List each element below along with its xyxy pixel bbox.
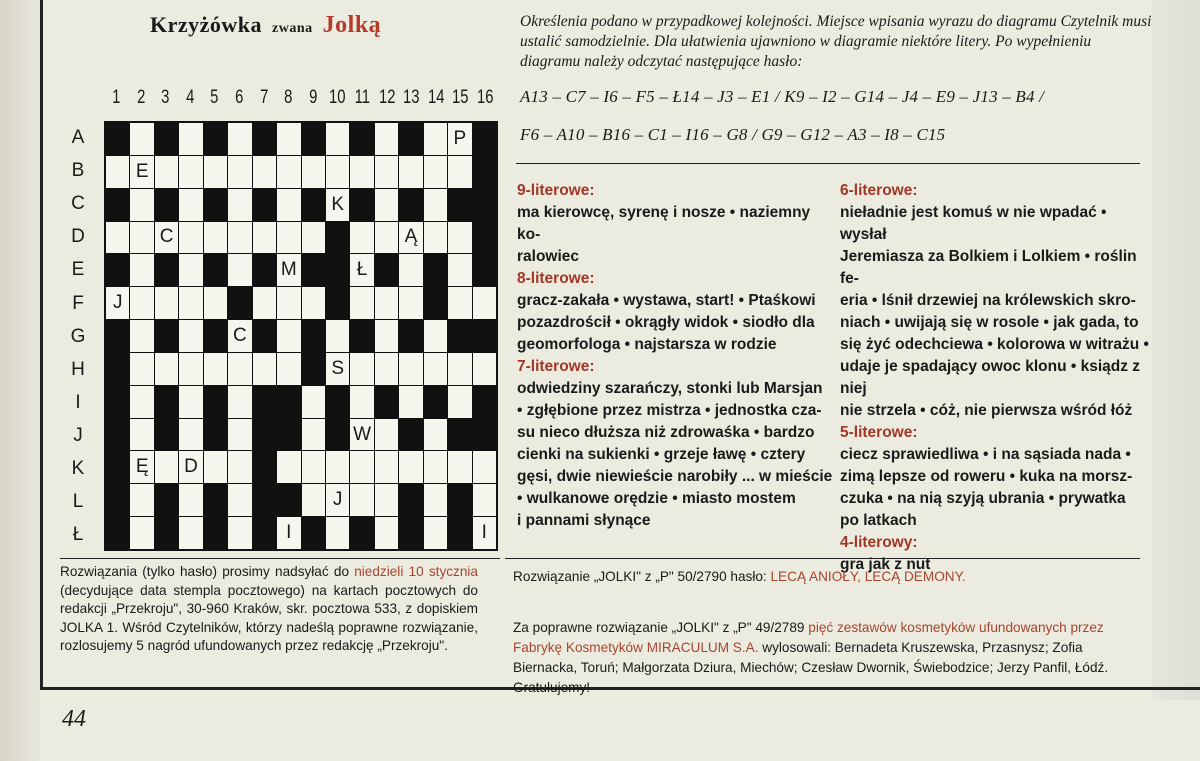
clue-line: się żyć odechciewa • kolorowa w witrażu • [840, 336, 1149, 353]
clue-length-heading: 9-literowe: [517, 182, 595, 199]
clue-line: niach • uwijają się w rosole • jak gada, to [840, 314, 1139, 331]
empty-cell [350, 156, 373, 188]
empty-cell [424, 123, 447, 155]
black-cell [253, 254, 276, 286]
given-letter-cell: S [326, 353, 349, 385]
black-cell [204, 320, 227, 352]
black-cell [106, 517, 129, 549]
submission-text-post: (decydujące data stempla pocztowego) na kartach pocztowych do redakcji „Przekroju", 30-960 Kraków, skr. pocztowa 533, z dopiskiem JOLKA 1. Wśród Czytelników, którzy nadeślą poprawne rozwiązanie, rozlosujemy 5 nagród ufundowanych przez redakcję „Przekroju". [60, 582, 478, 653]
given-letter-cell: I [277, 517, 300, 549]
empty-cell [204, 156, 227, 188]
crossword-grid [104, 121, 498, 551]
empty-cell [179, 123, 202, 155]
clue-length-heading: 5-literowe: [840, 424, 918, 441]
black-cell [424, 287, 447, 319]
solution-label: Rozwiązanie „JOLKI" z „P" 50/2790 hasło: [513, 569, 771, 584]
clue-line: • zgłębione przez mistrza • jednostka cza- [517, 402, 822, 419]
clues-left-column [517, 180, 837, 532]
empty-cell [204, 287, 227, 319]
black-cell [302, 517, 325, 549]
column-number: 2 [136, 87, 146, 108]
black-cell [448, 189, 471, 221]
empty-cell [253, 287, 276, 319]
black-cell [106, 353, 129, 385]
clue-length-heading: 6-literowe: [840, 182, 918, 199]
empty-cell [473, 353, 496, 385]
black-cell [473, 222, 496, 254]
empty-cell [228, 123, 251, 155]
empty-cell [302, 484, 325, 516]
empty-cell [473, 451, 496, 483]
clue-length-heading: 7-literowe: [517, 358, 595, 375]
black-cell [277, 386, 300, 418]
clue-line: pozazdrościł • okrągły widok • siodło dla [517, 314, 815, 331]
black-cell [473, 419, 496, 451]
clue-length-heading: 8-literowe: [517, 270, 595, 287]
black-cell [326, 222, 349, 254]
empty-cell [253, 156, 276, 188]
black-cell [399, 419, 422, 451]
empty-cell [326, 156, 349, 188]
black-cell [204, 254, 227, 286]
given-letter-cell: C [228, 320, 251, 352]
empty-cell [130, 287, 153, 319]
empty-cell [228, 517, 251, 549]
empty-cell [473, 287, 496, 319]
column-number: 11 [354, 87, 370, 108]
empty-cell [375, 189, 398, 221]
empty-cell [228, 451, 251, 483]
empty-cell [448, 353, 471, 385]
empty-cell [179, 517, 202, 549]
given-letter-cell: P [448, 123, 471, 155]
column-number: 6 [235, 87, 244, 108]
black-cell [302, 189, 325, 221]
row-letter: H [71, 358, 85, 380]
empty-cell [399, 287, 422, 319]
empty-cell [228, 222, 251, 254]
black-cell [106, 254, 129, 286]
black-cell [326, 287, 349, 319]
empty-cell [179, 254, 202, 286]
empty-cell [228, 189, 251, 221]
column-number: 5 [210, 87, 219, 108]
black-cell [106, 189, 129, 221]
empty-cell [424, 320, 447, 352]
black-cell [448, 484, 471, 516]
page-number: 44 [62, 706, 86, 732]
empty-cell [350, 484, 373, 516]
black-cell [106, 320, 129, 352]
empty-cell [448, 386, 471, 418]
empty-cell [399, 451, 422, 483]
empty-cell [302, 451, 325, 483]
black-cell [326, 386, 349, 418]
divider-left-bottom [60, 558, 500, 559]
row-letter: L [72, 491, 84, 513]
row-letter: C [71, 193, 85, 215]
empty-cell [228, 254, 251, 286]
black-cell [204, 386, 227, 418]
black-cell [350, 320, 373, 352]
given-letter-cell: Ł [350, 254, 373, 286]
empty-cell [448, 156, 471, 188]
empty-cell [155, 451, 178, 483]
given-letter-cell: Ą [399, 222, 422, 254]
empty-cell [326, 451, 349, 483]
empty-cell [424, 419, 447, 451]
row-letter: I [75, 391, 81, 413]
black-cell [473, 189, 496, 221]
given-letter-cell: M [277, 254, 300, 286]
empty-cell [179, 189, 202, 221]
empty-cell [155, 353, 178, 385]
answer-key-line-1: A13 – C7 – I6 – F5 – Ł14 – J3 – E1 / K9 – I2 – G14 – J4 – E9 – J13 – B4 / [520, 87, 1045, 106]
column-number: 12 [378, 87, 396, 108]
empty-cell [302, 156, 325, 188]
clue-line: nie strzela • cóż, nie pierwsza wśród łóż [840, 402, 1133, 419]
row-letter: Ł [72, 524, 84, 546]
clue-line: gęsi, dwie niewieście narobiły ... w mieście [517, 468, 833, 485]
black-cell [253, 451, 276, 483]
empty-cell [350, 353, 373, 385]
empty-cell [155, 156, 178, 188]
black-cell [253, 189, 276, 221]
clue-line: i pannami słynące [517, 512, 651, 529]
black-cell [204, 189, 227, 221]
black-cell [253, 517, 276, 549]
black-cell [106, 419, 129, 451]
empty-cell [130, 222, 153, 254]
empty-cell [375, 353, 398, 385]
title-part-3: Jolką [322, 12, 382, 38]
clue-line: czuka • na nią szyją ubrania • prywatka [840, 490, 1126, 507]
given-letter-cell: J [326, 484, 349, 516]
black-cell [399, 320, 422, 352]
empty-cell [424, 156, 447, 188]
clue-line: ciecz sprawiedliwa • i na sąsiada nada • [840, 446, 1131, 463]
black-cell [302, 254, 325, 286]
black-cell [228, 287, 251, 319]
submission-text-pre: Rozwiązania (tylko hasło) prosimy nadsyłać do [60, 564, 355, 579]
black-cell [350, 189, 373, 221]
empty-cell [424, 353, 447, 385]
empty-cell [375, 222, 398, 254]
black-cell [302, 123, 325, 155]
row-letter: B [71, 160, 85, 182]
black-cell [424, 386, 447, 418]
clue-line: ralowiec [517, 248, 580, 265]
empty-cell [106, 222, 129, 254]
black-cell [350, 123, 373, 155]
empty-cell [399, 386, 422, 418]
column-number: 7 [259, 87, 269, 108]
clue-line: geomorfologa • najstarsza w rodzie [517, 336, 777, 353]
empty-cell [179, 353, 202, 385]
black-cell [375, 386, 398, 418]
black-cell [253, 386, 276, 418]
black-cell [155, 419, 178, 451]
empty-cell [155, 287, 178, 319]
given-letter-cell: J [106, 287, 129, 319]
black-cell [253, 123, 276, 155]
empty-cell [350, 222, 373, 254]
empty-cell [448, 451, 471, 483]
empty-cell [179, 287, 202, 319]
row-letter: E [71, 259, 85, 281]
row-letter: D [71, 226, 85, 248]
clue-line: • wulkanowe orędzie • miasto mostem [517, 490, 796, 507]
black-cell [326, 419, 349, 451]
clue-line: ma kierowcę, syrenę i nosze • naziemny ko- [517, 204, 811, 243]
black-cell [106, 484, 129, 516]
solution-answer: LECĄ ANIOŁY, LECĄ DEMONY. [770, 569, 966, 584]
empty-cell [302, 287, 325, 319]
empty-cell [106, 156, 129, 188]
empty-cell [375, 287, 398, 319]
empty-cell [375, 320, 398, 352]
empty-cell [399, 156, 422, 188]
clue-line: Jeremiasza za Bolkiem i Lolkiem • roślin fe- [840, 248, 1137, 287]
black-cell [473, 156, 496, 188]
empty-cell [277, 189, 300, 221]
empty-cell [375, 123, 398, 155]
empty-cell [326, 123, 349, 155]
black-cell [399, 484, 422, 516]
empty-cell [473, 484, 496, 516]
empty-cell [424, 484, 447, 516]
given-letter-cell: I [473, 517, 496, 549]
black-cell [277, 484, 300, 516]
empty-cell [228, 156, 251, 188]
row-letter: F [72, 292, 84, 314]
empty-cell [448, 222, 471, 254]
deadline-text: niedzieli 10 stycznia [354, 564, 478, 579]
black-cell [448, 517, 471, 549]
black-cell [155, 320, 178, 352]
black-cell [448, 419, 471, 451]
clue-line: zimą lepsze od roweru • kuka na morsz- [840, 468, 1133, 485]
clue-line: nieładnie jest komuś w nie wpadać • wysłał [840, 204, 1107, 243]
empty-cell [448, 287, 471, 319]
submission-info [60, 563, 478, 656]
clue-line: eria • lśnił drzewiej na królewskich skro- [840, 292, 1136, 309]
black-cell [473, 320, 496, 352]
clue-length-heading: 4-literowy: [840, 534, 918, 551]
title-part-1: Krzyżówka [150, 12, 263, 37]
black-cell [375, 254, 398, 286]
row-letter: J [73, 424, 83, 446]
empty-cell [277, 222, 300, 254]
given-letter-cell: Ę [130, 451, 153, 483]
empty-cell [204, 222, 227, 254]
empty-cell [130, 517, 153, 549]
black-cell [473, 123, 496, 155]
black-cell [106, 386, 129, 418]
black-cell [155, 189, 178, 221]
black-cell [155, 517, 178, 549]
empty-cell [277, 451, 300, 483]
answer-key-line-2: F6 – A10 – B16 – C1 – I16 – G8 / G9 – G12 – A3 – I8 – C15 [520, 125, 946, 144]
crossword-title [150, 12, 381, 39]
empty-cell [130, 484, 153, 516]
empty-cell [350, 386, 373, 418]
black-cell [399, 189, 422, 221]
prize-text: pięć zestawów kosmetyków ufundowanych przez Fabrykę Kosmetyków MIRACULUM S.A. [513, 620, 1104, 655]
black-cell [473, 254, 496, 286]
column-number: 15 [452, 87, 469, 108]
empty-cell [179, 419, 202, 451]
column-number: 1 [112, 87, 121, 108]
winners-announcement [513, 618, 1143, 698]
empty-cell [375, 451, 398, 483]
empty-cell [204, 451, 227, 483]
empty-cell [399, 353, 422, 385]
empty-cell [179, 320, 202, 352]
empty-cell [302, 419, 325, 451]
empty-cell [130, 254, 153, 286]
column-number: 3 [161, 87, 170, 108]
clues-right-column [840, 180, 1150, 576]
black-cell [106, 123, 129, 155]
clue-line: su nieco dłuższa niż zdrowaśka • bardzo [517, 424, 815, 441]
given-letter-cell: C [155, 222, 178, 254]
given-letter-cell: E [130, 156, 153, 188]
empty-cell [277, 156, 300, 188]
given-letter-cell: K [326, 189, 349, 221]
empty-cell [350, 287, 373, 319]
column-number: 16 [477, 87, 494, 108]
winners-text-post: wylosowali: Bernadeta Kruszewska, Przasnysz; Zofia Biernacka, Toruń; Małgorzata Dziura, Miechów; Czesław Dwornik, Świebodzice; Jerzy Panfil, Łódź. Gratulujemy! [513, 640, 1109, 695]
black-cell [204, 123, 227, 155]
empty-cell [375, 484, 398, 516]
divider-top [516, 163, 1140, 164]
empty-cell [302, 222, 325, 254]
empty-cell [204, 353, 227, 385]
clue-line: cienki na sukienki • grzeje ławę • cztery [517, 446, 806, 463]
black-cell [253, 419, 276, 451]
empty-cell [130, 353, 153, 385]
row-letter: A [71, 127, 85, 148]
black-cell [253, 484, 276, 516]
empty-cell [253, 222, 276, 254]
title-part-2: zwana [272, 21, 313, 36]
empty-cell [326, 320, 349, 352]
black-cell [155, 386, 178, 418]
previous-solution [513, 567, 1143, 587]
empty-cell [277, 123, 300, 155]
black-cell [326, 254, 349, 286]
column-number: 4 [185, 87, 195, 108]
black-cell [253, 320, 276, 352]
winners-text-pre: Za poprawne rozwiązanie „JOLKI" z „P" 49/2789 [513, 620, 809, 635]
black-cell [204, 484, 227, 516]
row-letter: G [70, 325, 86, 347]
black-cell [302, 320, 325, 352]
black-cell [424, 254, 447, 286]
empty-cell [326, 517, 349, 549]
given-letter-cell: W [350, 419, 373, 451]
black-cell [155, 254, 178, 286]
column-number: 9 [308, 87, 318, 108]
empty-cell [448, 254, 471, 286]
clue-line: odwiedziny szarańczy, stonki lub Marsjan [517, 380, 823, 397]
empty-cell [399, 254, 422, 286]
column-number: 14 [427, 87, 445, 108]
black-cell [350, 517, 373, 549]
black-cell [204, 419, 227, 451]
empty-cell [228, 419, 251, 451]
empty-cell [424, 517, 447, 549]
black-cell [277, 419, 300, 451]
empty-cell [130, 419, 153, 451]
empty-cell [375, 419, 398, 451]
black-cell [302, 353, 325, 385]
column-number: 8 [284, 87, 293, 108]
empty-cell [228, 353, 251, 385]
black-cell [448, 320, 471, 352]
black-cell [399, 123, 422, 155]
empty-cell [179, 484, 202, 516]
empty-cell [424, 189, 447, 221]
empty-cell [130, 189, 153, 221]
empty-cell [375, 156, 398, 188]
row-letter: K [71, 458, 85, 479]
empty-cell [277, 353, 300, 385]
empty-cell [130, 386, 153, 418]
black-cell [399, 517, 422, 549]
black-cell [155, 484, 178, 516]
given-letter-cell: D [179, 451, 202, 483]
black-cell [155, 123, 178, 155]
clue-line: gra jak z nut [840, 556, 931, 573]
empty-cell [179, 222, 202, 254]
empty-cell [228, 484, 251, 516]
instructions-text: Określenia podano w przypadkowej kolejności. Miejsce wpisania wyrazu do diagramu Czytelnik musi ustalić samodzielnie. Dla ułatwienia ujawniono w diagramie niektóre litery. Po wypełnieniu diagramu należy odczytać następujące hasło: [520, 13, 1152, 70]
empty-cell [350, 451, 373, 483]
empty-cell [375, 517, 398, 549]
empty-cell [179, 386, 202, 418]
black-cell [473, 386, 496, 418]
page-edge-shadow [0, 0, 40, 761]
empty-cell [130, 123, 153, 155]
empty-cell [302, 386, 325, 418]
empty-cell [277, 287, 300, 319]
empty-cell [277, 320, 300, 352]
empty-cell [424, 222, 447, 254]
clue-line: po latkach [840, 512, 917, 529]
column-number: 10 [329, 87, 346, 108]
clue-line: udaje je spadający owoc klonu • ksiądz z niej [840, 358, 1141, 397]
column-number: 13 [403, 87, 420, 108]
black-cell [106, 451, 129, 483]
empty-cell [424, 451, 447, 483]
empty-cell [228, 386, 251, 418]
empty-cell [130, 320, 153, 352]
empty-cell [179, 156, 202, 188]
black-cell [204, 517, 227, 549]
empty-cell [253, 353, 276, 385]
clue-line: gracz-zakała • wystawa, start! • Ptaśkowi [517, 292, 816, 309]
